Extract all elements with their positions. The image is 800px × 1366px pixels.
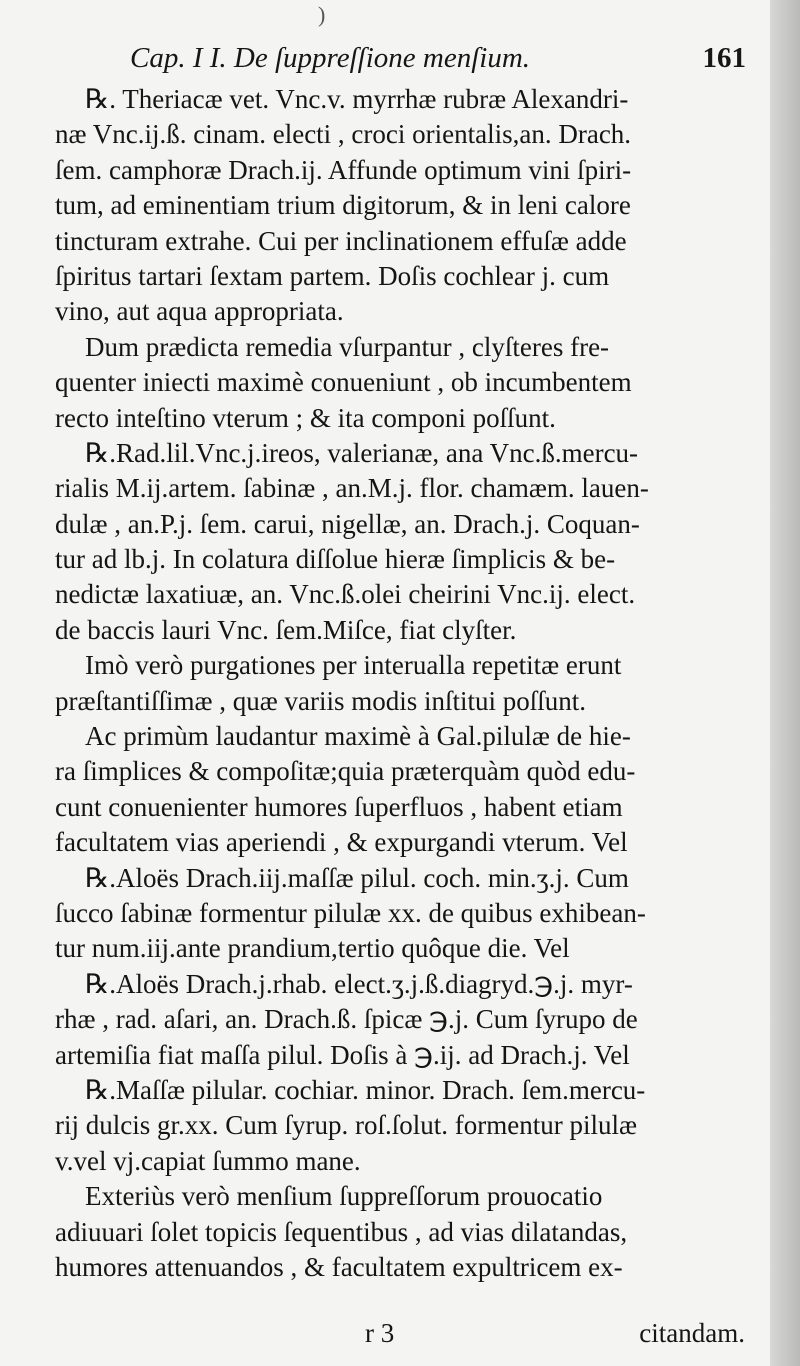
text-line: humores attenuandos , & facultatem expultricem ex- <box>55 1251 623 1282</box>
text-line: recto inteſtino vterum ; & ita componi poſſunt. <box>55 402 556 433</box>
text-line: vino, aut aqua appropriata. <box>55 296 344 327</box>
header-title: Cap. I I. De ſuppreſſione menſium. <box>130 42 531 74</box>
top-mark: ) <box>318 2 326 27</box>
text-line: ℞.Aloës Drach.iij.maſſæ pilul. coch. min.ʒ.j. Cum <box>85 862 629 893</box>
text-line: artemiſia fiat maſſa pilul. Doſis à ℈.ij. ad Drach.j. Vel <box>55 1039 630 1070</box>
text-line: cunt conuenienter humores ſuperfluos , habent etiam <box>55 791 623 822</box>
signature-mark: r 3 <box>365 1318 395 1348</box>
text-line: quenter iniecti maximè conueniunt , ob incumbentem <box>55 367 632 398</box>
text-line: rialis M.ij.artem. ſabinæ , an.M.j. flor. chamæm. lauen- <box>55 473 649 504</box>
text-line: tur num.iij.ante prandium,tertio quôque die. Vel <box>55 933 570 964</box>
page-gutter-shadow <box>770 0 800 1366</box>
text-line: tum, ad eminentiam trium digitorum, & in leni calore <box>55 190 631 221</box>
text-line: Exteriùs verò menſium ſuppreſſorum prouocatio <box>85 1181 603 1212</box>
text-line: ℞.Aloës Drach.j.rhab. elect.ʒ.j.ß.diagryd.℈.j. myr- <box>85 968 633 999</box>
text-line: v.vel vj.capiat ſummo mane. <box>55 1145 361 1176</box>
text-line: facultatem vias aperiendi , & expurgandi vterum. Vel <box>55 827 628 858</box>
text-line: ℞. Theriacæ vet. Vnc.v. myrrhæ rubræ Alexandri- <box>85 84 629 114</box>
catchword: citandam. <box>639 1318 745 1348</box>
text-line: næ Vnc.ij.ß. cinam. electi , croci orientalis,an. Drach. <box>55 119 632 150</box>
text-line: ℞.Maſſæ pilular. cochiar. minor. Drach. ſem.mercu- <box>85 1074 646 1105</box>
text-line: rij dulcis gr.xx. Cum ſyrup. roſ.ſolut. formentur pilulæ <box>55 1110 637 1141</box>
text-line: Dum prædicta remedia vſurpantur , clyſteres fre- <box>85 331 610 362</box>
text-line: ſpiritus tartari ſextam partem. Doſis cochlear j. cum <box>55 260 610 291</box>
running-header <box>130 42 750 86</box>
text-line: Imò verò purgationes per interualla repetitæ erunt <box>85 650 622 681</box>
page-footer <box>55 1318 755 1358</box>
text-line: dulæ , an.P.j. ſem. carui, nigellæ, an. Drach.j. Coquan- <box>55 508 640 539</box>
text-line: nedictæ laxatiuæ, an. Vnc.ß.olei cheirini Vnc.ij. elect. <box>55 579 636 610</box>
text-line: ſucco ſabinæ formentur pilulæ xx. de quibus exhibean- <box>55 897 646 928</box>
page-number: 161 <box>702 42 746 74</box>
text-line: tincturam extrahe. Cui per inclinationem effuſæ adde <box>55 225 627 256</box>
text-line: ra ſimplices & compoſitæ;quia præterquàm quòd edu- <box>55 756 636 787</box>
text-line: ſem. camphoræ Drach.ij. Affunde optimum vini ſpiri- <box>55 154 632 185</box>
text-line: Ac primùm laudantur maximè à Gal.pilulæ de hie- <box>85 721 631 752</box>
text-line: adiuuari ſolet topicis ſequentibus , ad vias dilatandas, <box>55 1216 628 1247</box>
text-line: de baccis lauri Vnc. ſem.Miſce, fiat clyſter. <box>55 614 517 645</box>
text-line: præſtantiſſimæ , quæ variis modis inſtitui poſſunt. <box>55 685 587 716</box>
text-line: tur ad lb.j. In colatura diſſolue hieræ ſimplicis & be- <box>55 544 616 575</box>
body-text <box>55 82 755 1285</box>
text-line: ℞.Rad.lil.Vnc.j.ireos, valerianæ, ana Vnc.ß.mercu- <box>85 437 639 468</box>
text-line: rhæ , rad. aſari, an. Drach.ß. ſpicæ ℈.j. Cum ſyrupo de <box>55 1004 638 1035</box>
